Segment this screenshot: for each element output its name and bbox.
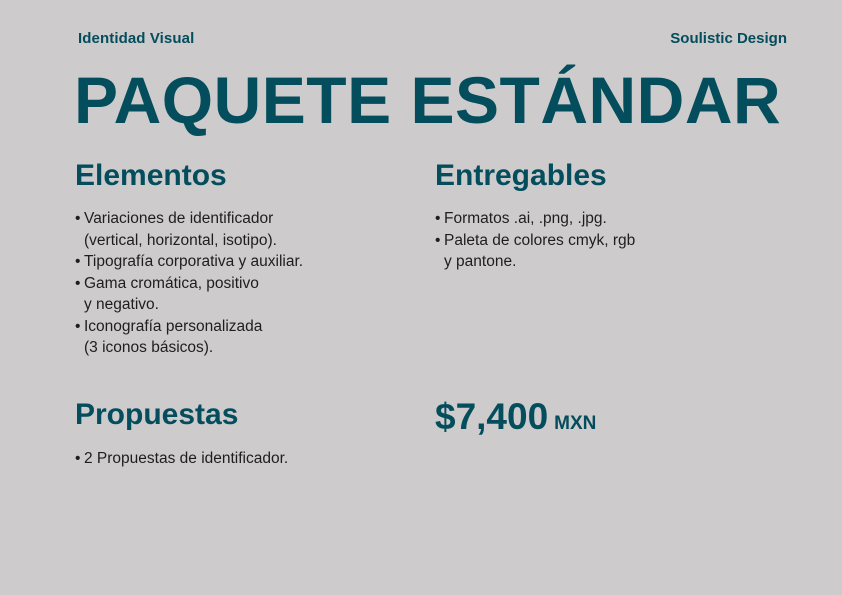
elementos-list <box>75 208 303 359</box>
list-item-line: (3 iconos básicos). <box>84 339 214 356</box>
list-item <box>75 251 303 273</box>
price-amount: $7,400 <box>435 396 549 437</box>
list-item <box>75 273 303 316</box>
list-item <box>75 448 288 470</box>
list-item-line: y pantone. <box>444 253 517 270</box>
list-item-line: Iconografía personalizada <box>84 317 263 335</box>
list-item <box>75 316 303 359</box>
list-item-line: Variaciones de identificador <box>84 210 274 227</box>
price-currency: MXN <box>554 413 597 434</box>
entregables-heading: Entregables <box>435 159 607 192</box>
list-item-line: Paleta de colores cmyk, rgb <box>444 231 636 249</box>
list-item-line: Formatos .ai, .png, .jpg. <box>444 210 607 227</box>
list-item-line: (vertical, horizontal, isotipo). <box>84 231 277 249</box>
list-item-line: Gama cromática, positivo <box>84 274 259 292</box>
price <box>435 396 596 438</box>
propuestas-heading: Propuestas <box>75 398 239 431</box>
list-item-line: 2 Propuestas de identificador. <box>84 450 289 467</box>
list-item-line: y negativo. <box>84 296 159 313</box>
list-item-line: Tipografía corporativa y auxiliar. <box>84 253 304 270</box>
entregables-list <box>435 208 635 273</box>
list-item <box>75 208 303 251</box>
list-item <box>435 208 635 230</box>
page-title: PAQUETE ESTÁNDAR <box>74 63 782 137</box>
propuestas-list <box>75 448 288 470</box>
header-right-label: Soulistic Design <box>670 30 787 47</box>
list-item <box>435 230 635 273</box>
header-left-label: Identidad Visual <box>78 30 195 47</box>
elementos-heading: Elementos <box>75 159 227 192</box>
